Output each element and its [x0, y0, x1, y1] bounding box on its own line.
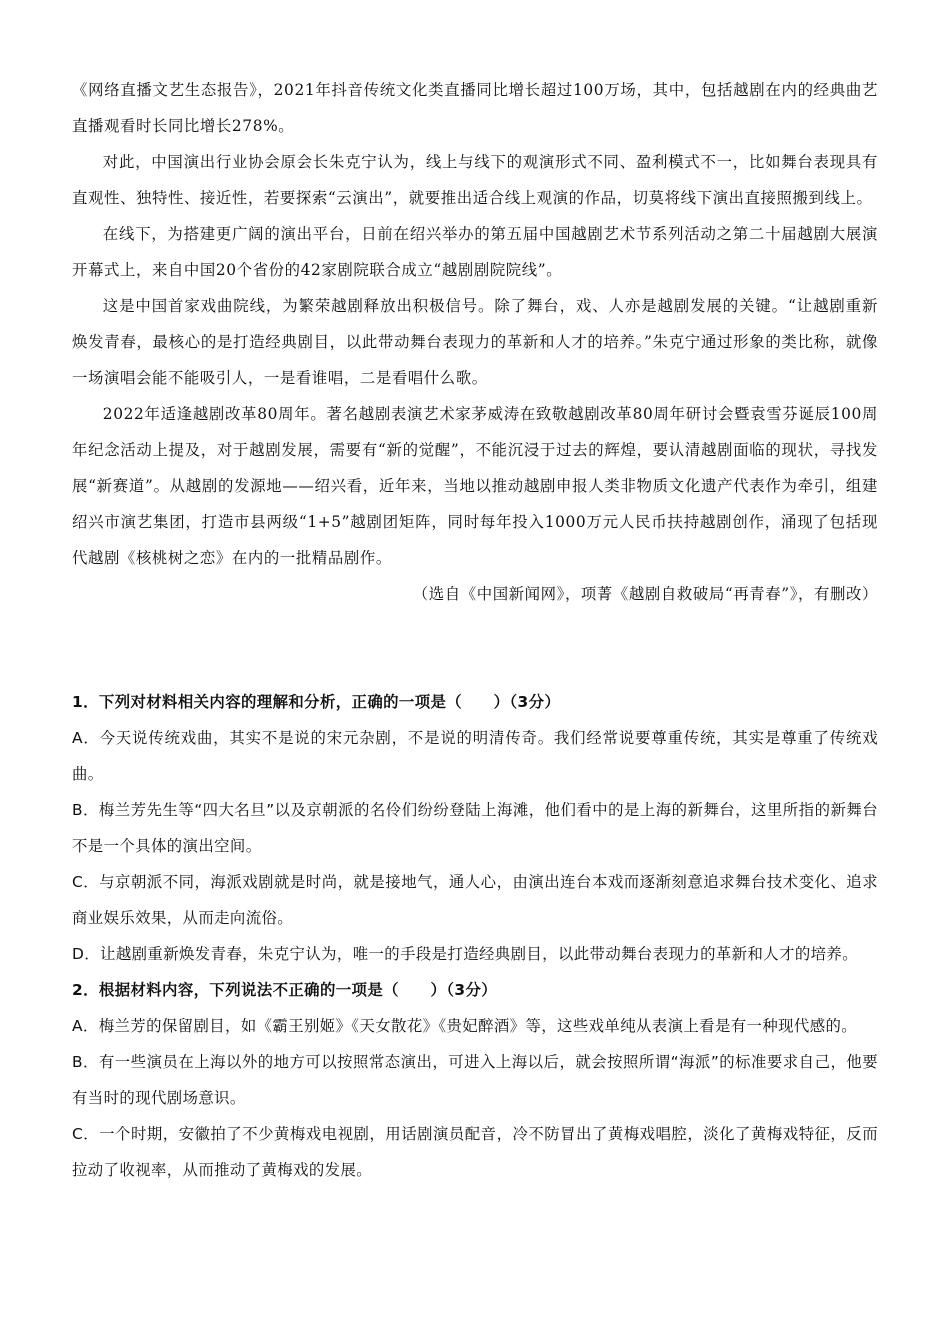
passage-source-citation: （选自《中国新闻网》，项菁《越剧自救破局“再青春”》，有删改） [412, 585, 878, 603]
question-stem: 1．下列对材料相关内容的理解和分析，正确的一项是（ ）（3分） [72, 693, 561, 711]
answer-option: A．梅兰芳的保留剧目，如《霸王别姬》《天女散花》《贵妃醉酒》等，这些戏单纯从表演上看是有一种现代感的。 [72, 1017, 858, 1035]
passage-paragraph: 对此，中国演出行业协会原会长朱克宁认为，线上与线下的观演形式不同、盈利模式不一，比如舞台表现具有直观性、独特性、接近性，若要探索“云演出”，就要推出适合线上观演的作品，切莫将线下演出直接照搬到线上。 [72, 153, 878, 207]
answer-option: B．梅兰芳先生等“四大名旦”以及京朝派的名伶们纷纷登陆上海滩，他们看中的是上海的新舞台，这里所指的新舞台不是一个具体的演出空间。 [72, 801, 878, 855]
question-block [72, 684, 878, 972]
passage-paragraph: 《网络直播文艺生态报告》，2021年抖音传统文化类直播同比增长超过100万场，其中，包括越剧在内的经典曲艺直播观看时长同比增长278%。 [72, 81, 878, 135]
answer-option: C．一个时期，安徽拍了不少黄梅戏电视剧，用话剧演员配音，冷不防冒出了黄梅戏唱腔，淡化了黄梅戏特征，反而拉动了收视率，从而推动了黄梅戏的发展。 [72, 1125, 878, 1179]
question-list [72, 684, 878, 1188]
answer-option: D．让越剧重新焕发青春，朱克宁认为，唯一的手段是打造经典剧目，以此带动舞台表现力的革新和人才的培养。 [72, 945, 858, 963]
answer-option: A．今天说传统戏曲，其实不是说的宋元杂剧，不是说的明清传奇。我们经常说要尊重传统，其实是尊重了传统戏曲。 [72, 729, 878, 783]
question-stem: 2．根据材料内容，下列说法不正确的一项是（ ）（3分） [72, 981, 498, 999]
passage-paragraph: 2022年适逢越剧改革80周年。著名越剧表演艺术家茅威涛在致敬越剧改革80周年研讨会暨袁雪芬诞辰100周年纪念活动上提及，对于越剧发展，需要有“新的觉醒”，不能沉浸于过去的辉煌，要认清越剧面临的现状，寻找发展“新赛道”。从越剧的发源地——绍兴看，近年来，当地以推动越剧申报人类非物质文化遗产代表作为牵引，组建绍兴市演艺集团，打造市县两级“1+5”越剧团矩阵，同时每年投入1000万元人民币扶持越剧创作，涌现了包括现代越剧《核桃树之恋》在内的一批精品剧作。 [72, 405, 878, 567]
passage-paragraph: 在线下，为搭建更广阔的演出平台，日前在绍兴举办的第五届中国越剧艺术节系列活动之第二十届越剧大展演开幕式上，来自中国20个省份的42家剧院联合成立“越剧剧院院线”。 [72, 225, 878, 279]
passage-paragraph: 这是中国首家戏曲院线，为繁荣越剧释放出积极信号。除了舞台，戏、人亦是越剧发展的关键。“让越剧重新焕发青春，最核心的是打造经典剧目，以此带动舞台表现力的革新和人才的培养。”朱克宁通过形象的类比称，就像一场演唱会能不能吸引人，一是看谁唱，二是看唱什么歌。 [72, 297, 878, 387]
reading-passage [72, 72, 878, 612]
answer-option: C．与京朝派不同，海派戏剧就是时尚，就是接地气，通人心，由演出连台本戏而逐渐刻意追求舞台技术变化、追求商业娱乐效果，从而走向流俗。 [72, 873, 878, 927]
question-block [72, 972, 878, 1188]
answer-option: B．有一些演员在上海以外的地方可以按照常态演出，可进入上海以后，就会按照所谓“海派”的标准要求自己，他要有当时的现代剧场意识。 [72, 1053, 878, 1107]
